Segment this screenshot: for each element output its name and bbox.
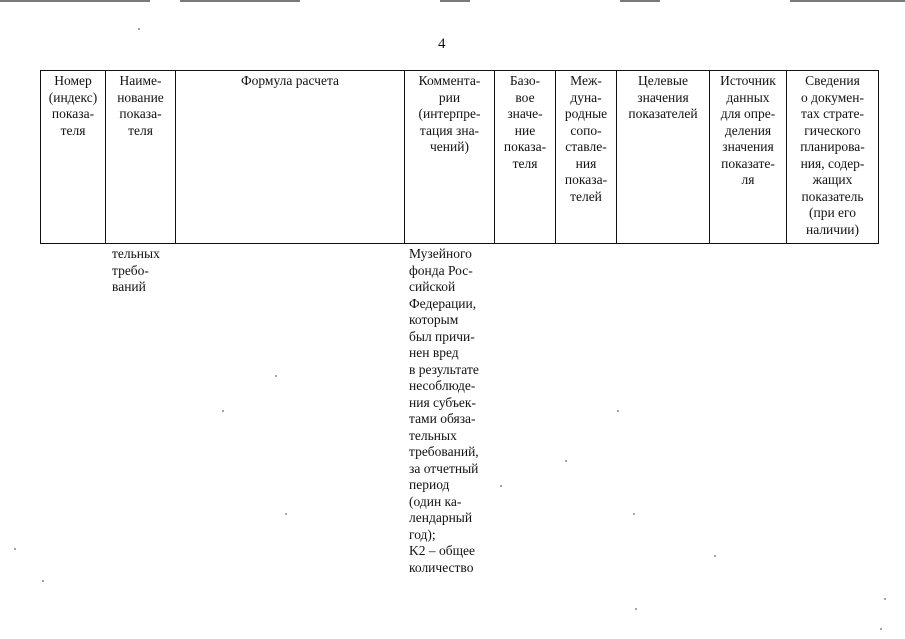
scan-top-line [0,0,150,2]
scan-speck [285,513,287,515]
scan-speck [617,410,619,412]
header-cell-index: Номер (индекс) показа- теля [41,71,106,244]
continuation-name-text: тельных требо- ваний [112,246,160,294]
header-cell-target-values: Целевые значения показателей [617,71,710,244]
scan-speck [714,555,716,557]
scan-speck [565,460,567,462]
scan-top-line [790,0,905,2]
header-cell-name: Наиме- нование показа- теля [106,71,176,244]
scan-speck [500,485,502,487]
scan-top-line [620,0,660,2]
scan-speck [14,548,16,550]
page-number: 4 [438,36,446,52]
scan-speck [275,375,277,377]
header-cell-data-source: Источник данных для опре- деления значения показате- ля [710,71,787,244]
header-cell-international: Меж- дуна- родные сопо- ставле- ния показа- телей [556,71,617,244]
scan-top-line [180,0,300,2]
scan-speck [880,628,882,630]
scan-speck [633,513,635,515]
scan-speck [635,608,637,610]
header-cell-base-value: Базо- вое значе- ние показа- теля [495,71,556,244]
scan-speck [222,410,224,412]
header-cell-strategic-docs: Сведения о докумен- тах страте- гического планирова- ния, содер- жащих показатель (при его наличии) [787,71,879,244]
indicator-table-header [40,70,879,244]
scan-top-line [440,0,470,2]
scan-speck [138,28,140,30]
header-cell-formula: Формула расчета [176,71,405,244]
scan-speck [884,598,886,600]
continuation-comment-text: Музейного фонда Рос- сийской Федерации, которым был причи- нен вред в результате несоблюде- ния субъек- тами обяза- тельных требований, за отчетный период (один ка- лендарный год); K2 – общее количество [409,246,479,575]
header-cell-comments: Коммента- рии (интерпре- тация зна- чений) [405,71,495,244]
scan-speck [42,580,44,582]
table-header-row [41,71,879,244]
